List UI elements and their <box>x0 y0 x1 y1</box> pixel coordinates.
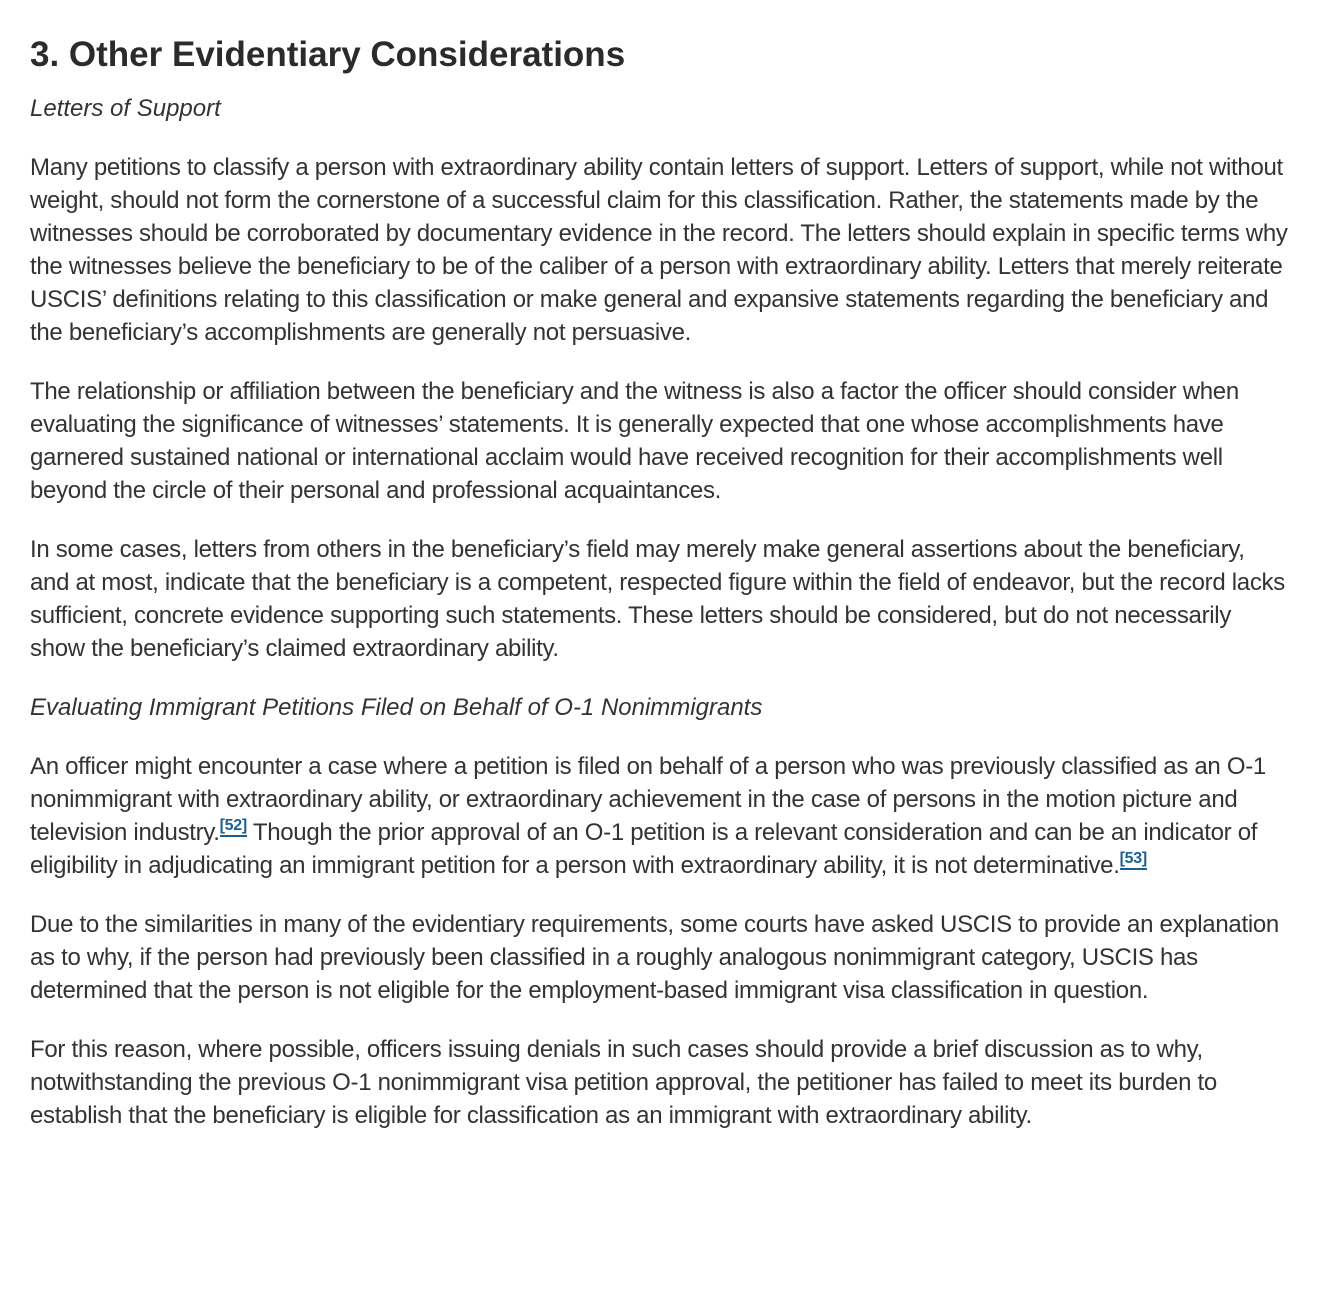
paragraph-letters-3: In some cases, letters from others in the beneficiary’s field may merely make general assertions about the beneficiary, and at most, indicate that the beneficiary is a competent, respected figure within the field of endeavor, but the record lacks sufficient, concrete evidence supporting such statements. These letters should be considered, but do not necessarily show the beneficiary’s claimed extraordinary ability. <box>30 536 1285 662</box>
footnote-52 <box>220 817 247 837</box>
footnote-52-link[interactable]: [52] <box>220 817 247 837</box>
paragraph-o1-3: For this reason, where possible, officers issuing denials in such cases should provide a brief discussion as to why, notwithstanding the previous O-1 nonimmigrant visa petition approval, the petitioner has failed to meet its burden to establish that the beneficiary is eligible for classification as an immigrant with extraordinary ability. <box>30 1036 1217 1129</box>
paragraph-o1-1-part2: Though the prior approval of an O-1 petition is a relevant consideration and can be an indicator of eligibility in adjudicating an immigrant petition for a person with extraordinary ability, it is not determinative. <box>30 819 1258 879</box>
subheading-letters-of-support: Letters of Support <box>30 95 221 122</box>
paragraph-o1-1-part1: An officer might encounter a case where a petition is filed on behalf of a person who was previously classified as an O-1 nonimmigrant with extraordinary ability, or extraordinary achievement in the case of persons in the motion picture and television industry. <box>30 753 1266 846</box>
footnote-53-link[interactable]: [53] <box>1120 850 1147 870</box>
paragraph-o1-1 <box>30 750 1288 882</box>
subheading-o1-petitions: Evaluating Immigrant Petitions Filed on Behalf of O-1 Nonimmigrants <box>30 694 763 721</box>
paragraph-letters-1: Many petitions to classify a person with extraordinary ability contain letters of support. Letters of support, while not without weight, should not form the cornerstone of a successful claim for this classification. Rather, the statements made by the witnesses should be corroborated by documentary evidence in the record. The letters should explain in specific terms why the witnesses believe the beneficiary to be of the caliber of a person with extraordinary ability. Letters that merely reiterate USCIS’ definitions relating to this classification or make general and expansive statements regarding the beneficiary and the beneficiary’s accomplishments are generally not persuasive. <box>30 154 1288 346</box>
footnote-53 <box>1120 850 1147 870</box>
paragraph-o1-2: Due to the similarities in many of the evidentiary requirements, some courts have asked USCIS to provide an explanation as to why, if the person had previously been classified in a roughly analogous nonimmigrant category, USCIS has determined that the person is not eligible for the employment-based immigrant visa classification in question. <box>30 911 1279 1004</box>
paragraph-letters-2: The relationship or affiliation between the beneficiary and the witness is also a factor the officer should consider when evaluating the significance of witnesses’ statements. It is generally expected that one whose accomplishments have garnered sustained national or international acclaim would have received recognition for their accomplishments well beyond the circle of their personal and professional acquaintances. <box>30 378 1239 504</box>
section-title: 3. Other Evidentiary Considerations <box>30 35 626 74</box>
